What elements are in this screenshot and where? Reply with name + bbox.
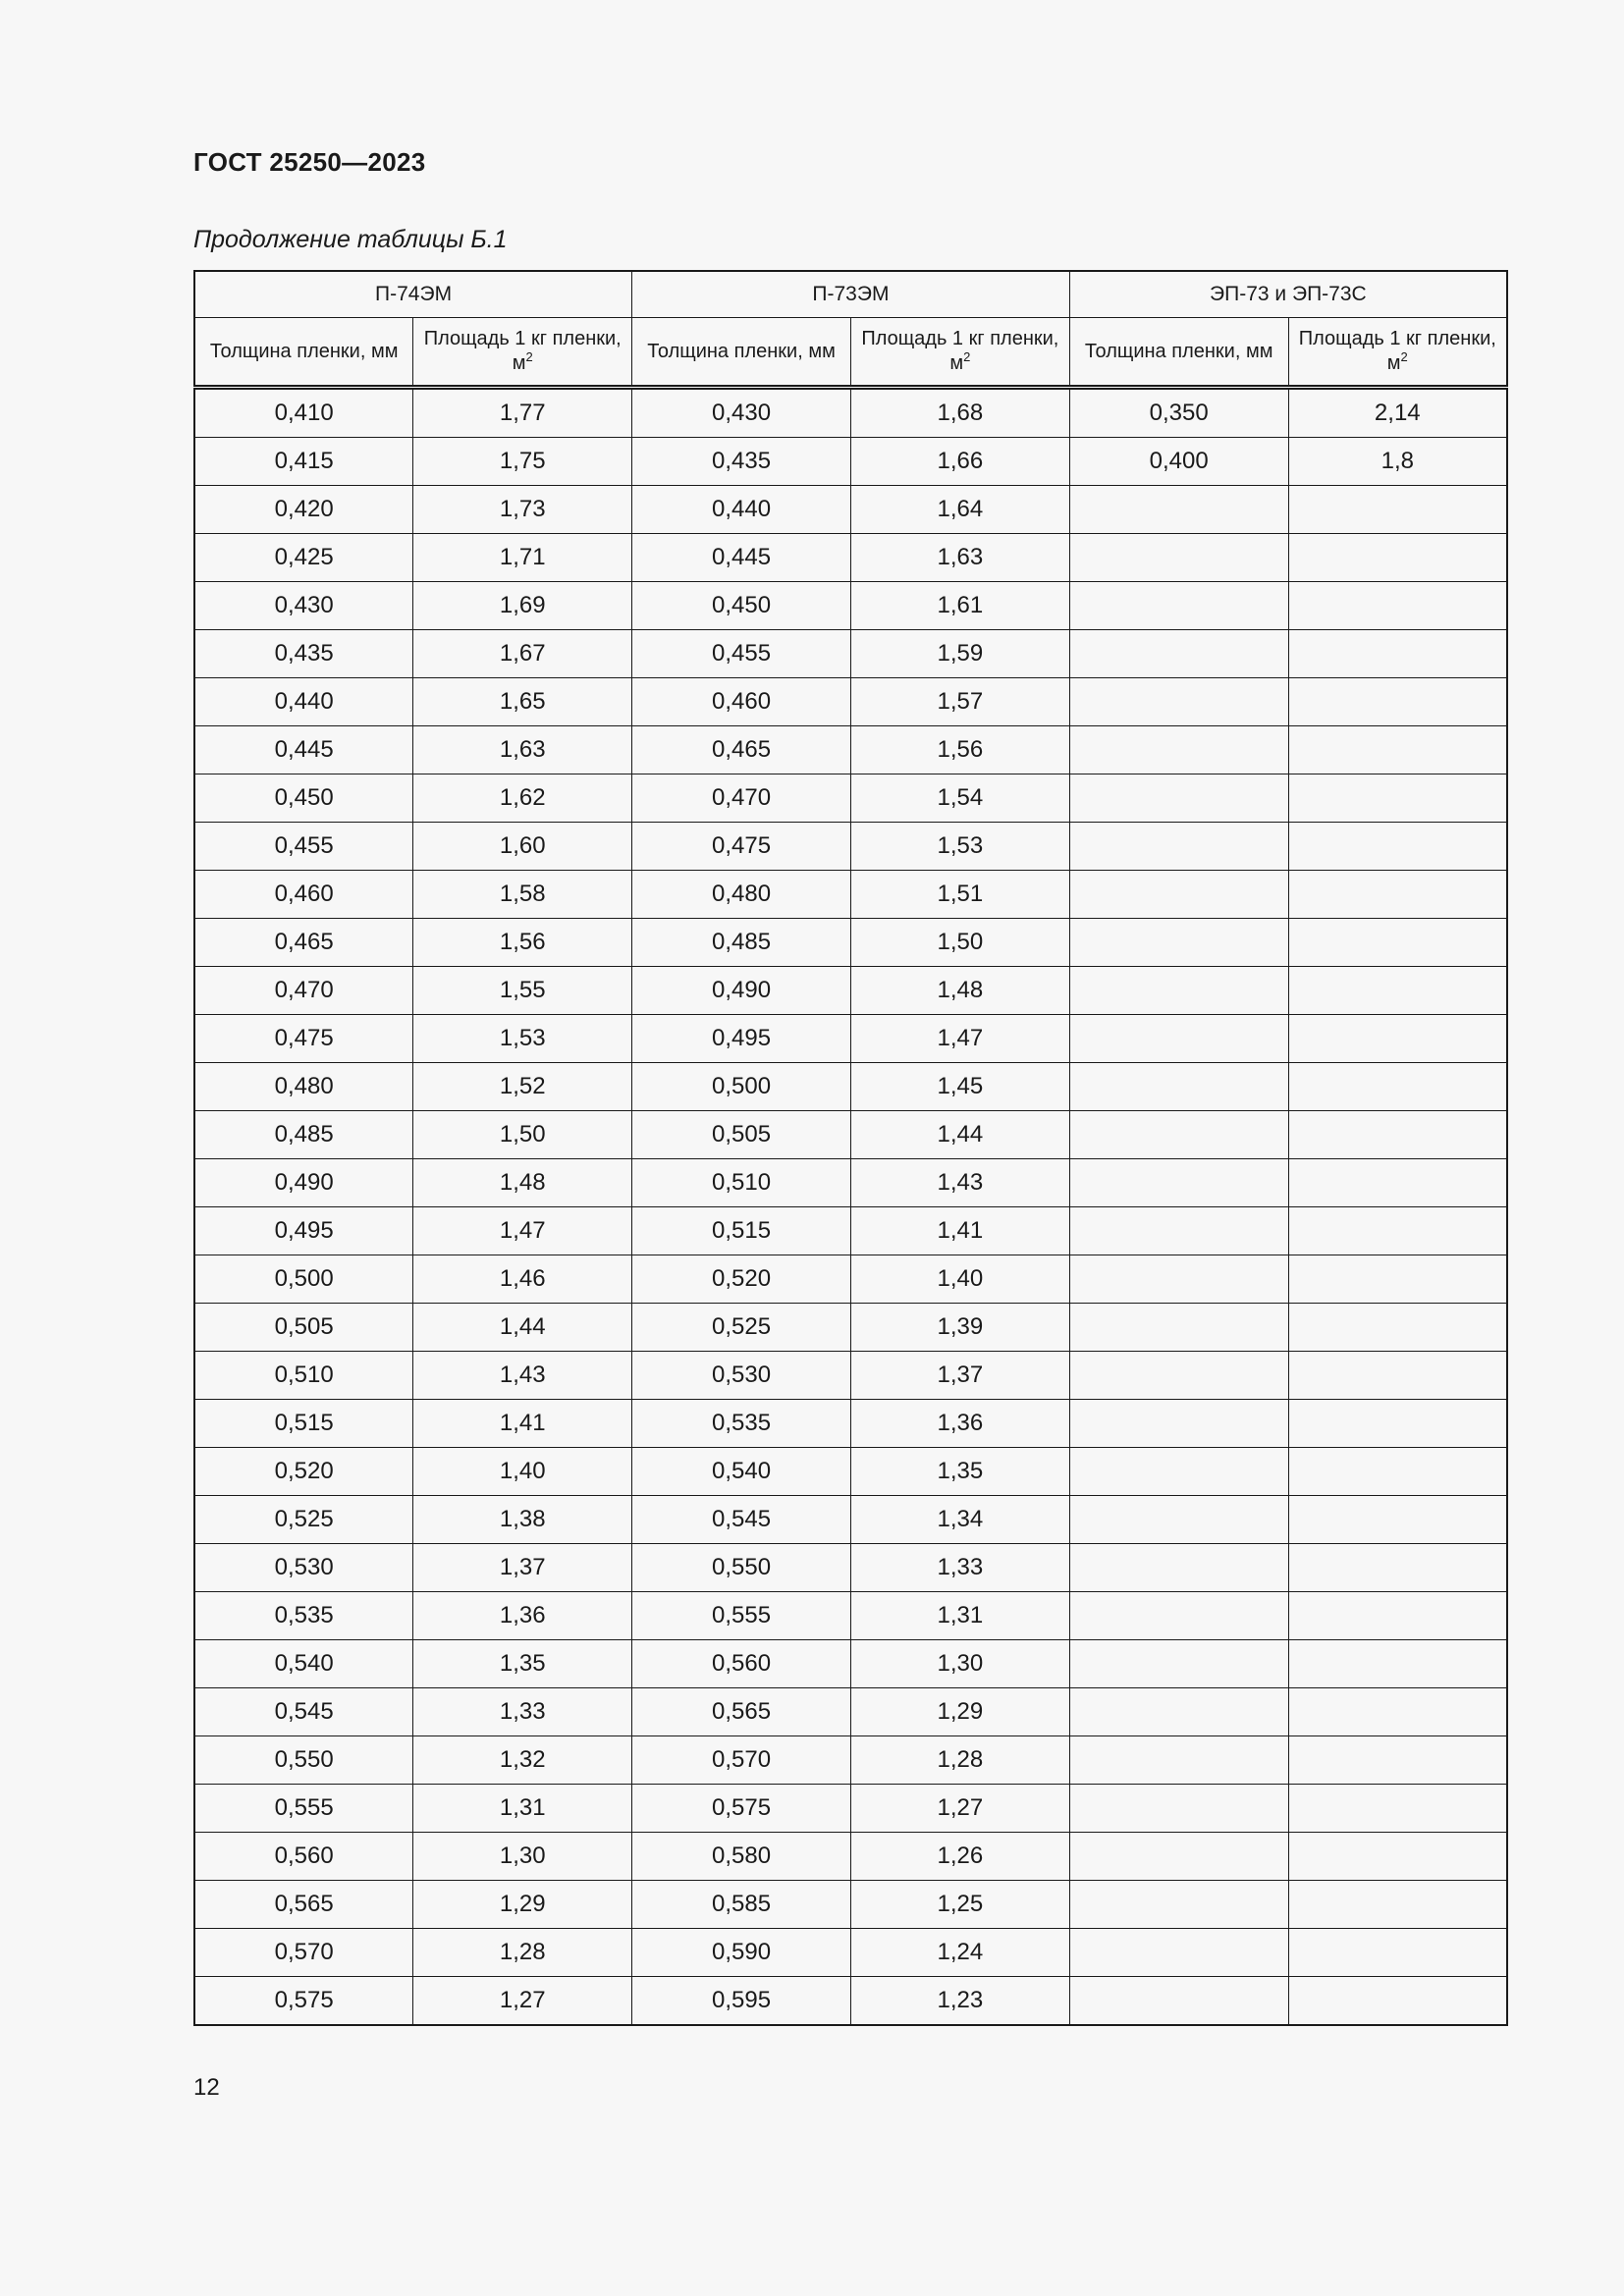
table-cell xyxy=(1288,871,1507,919)
table-cell: 0,420 xyxy=(194,486,413,534)
table-row xyxy=(194,486,1507,534)
table-cell xyxy=(1288,1833,1507,1881)
table-cell xyxy=(1069,1304,1288,1352)
table-cell: 0,485 xyxy=(632,919,851,967)
table-cell xyxy=(1288,919,1507,967)
table-cell: 1,33 xyxy=(850,1544,1069,1592)
table-cell: 1,29 xyxy=(850,1688,1069,1736)
table-cell xyxy=(1069,1063,1288,1111)
table-cell xyxy=(1069,871,1288,919)
table-cell xyxy=(1288,534,1507,582)
table-cell xyxy=(1288,967,1507,1015)
table-cell xyxy=(1069,582,1288,630)
table-cell: 1,35 xyxy=(850,1448,1069,1496)
table-cell: 1,33 xyxy=(413,1688,632,1736)
table-cell: 1,29 xyxy=(413,1881,632,1929)
table-cell xyxy=(1288,1304,1507,1352)
table-cell: 0,550 xyxy=(632,1544,851,1592)
table-cell xyxy=(1288,1111,1507,1159)
table-cell: 1,26 xyxy=(850,1833,1069,1881)
subheader-area xyxy=(413,318,632,388)
table-cell: 1,31 xyxy=(413,1785,632,1833)
data-table xyxy=(193,270,1508,2026)
table-cell: 0,465 xyxy=(194,919,413,967)
table-cell: 1,59 xyxy=(850,630,1069,678)
table-cell: 0,555 xyxy=(194,1785,413,1833)
table-cell: 0,525 xyxy=(632,1304,851,1352)
table-cell: 1,34 xyxy=(850,1496,1069,1544)
table-cell: 1,71 xyxy=(413,534,632,582)
table-cell: 1,61 xyxy=(850,582,1069,630)
table-row xyxy=(194,774,1507,823)
table-cell xyxy=(1069,1015,1288,1063)
table-cell: 1,37 xyxy=(413,1544,632,1592)
table-row xyxy=(194,1448,1507,1496)
table-cell xyxy=(1288,726,1507,774)
table-cell: 1,44 xyxy=(413,1304,632,1352)
table-caption: Продолжение таблицы Б.1 xyxy=(193,226,508,253)
table-cell xyxy=(1069,1977,1288,2026)
table-cell: 1,43 xyxy=(850,1159,1069,1207)
group-header-p74em: П-74ЭМ xyxy=(194,271,632,318)
table-cell: 0,350 xyxy=(1069,388,1288,438)
table-cell: 0,460 xyxy=(194,871,413,919)
table-cell: 0,515 xyxy=(194,1400,413,1448)
table-row xyxy=(194,1255,1507,1304)
table-cell: 1,50 xyxy=(413,1111,632,1159)
table-cell xyxy=(1069,1592,1288,1640)
table-cell: 1,48 xyxy=(850,967,1069,1015)
table-row xyxy=(194,388,1507,438)
table-row xyxy=(194,1688,1507,1736)
table-cell: 0,520 xyxy=(194,1448,413,1496)
table-cell: 0,530 xyxy=(632,1352,851,1400)
table-cell: 0,585 xyxy=(632,1881,851,1929)
table-cell xyxy=(1288,1544,1507,1592)
table-cell: 0,435 xyxy=(632,438,851,486)
table-cell: 1,32 xyxy=(413,1736,632,1785)
table-cell: 1,40 xyxy=(850,1255,1069,1304)
subheader-area-label: Площадь 1 кг пленки, м xyxy=(1298,328,1496,374)
table-cell: 1,50 xyxy=(850,919,1069,967)
table-cell: 0,545 xyxy=(194,1688,413,1736)
table-cell: 1,66 xyxy=(850,438,1069,486)
table-cell xyxy=(1069,1640,1288,1688)
table-cell: 1,41 xyxy=(413,1400,632,1448)
table-cell: 0,445 xyxy=(632,534,851,582)
subheader-area-label: Площадь 1 кг пленки, м xyxy=(861,328,1059,374)
table-cell xyxy=(1069,1207,1288,1255)
table-cell xyxy=(1069,1448,1288,1496)
table-cell: 1,69 xyxy=(413,582,632,630)
table-cell: 0,490 xyxy=(632,967,851,1015)
table-cell: 0,510 xyxy=(194,1352,413,1400)
table-cell xyxy=(1069,1496,1288,1544)
table-cell: 0,455 xyxy=(194,823,413,871)
table-cell xyxy=(1288,1881,1507,1929)
table-cell xyxy=(1288,1496,1507,1544)
table-cell: 1,24 xyxy=(850,1929,1069,1977)
subheader-area-label: Площадь 1 кг пленки, м xyxy=(423,328,622,374)
table-row xyxy=(194,1736,1507,1785)
table-cell xyxy=(1069,1255,1288,1304)
table-cell: 1,67 xyxy=(413,630,632,678)
table-cell: 0,550 xyxy=(194,1736,413,1785)
table-cell: 1,27 xyxy=(850,1785,1069,1833)
table-cell: 0,430 xyxy=(632,388,851,438)
table-cell: 0,570 xyxy=(194,1929,413,1977)
table-cell: 1,8 xyxy=(1288,438,1507,486)
table-cell: 1,30 xyxy=(850,1640,1069,1688)
table-cell: 0,415 xyxy=(194,438,413,486)
table-cell: 1,51 xyxy=(850,871,1069,919)
table-cell: 1,30 xyxy=(413,1833,632,1881)
table-row xyxy=(194,919,1507,967)
table-cell xyxy=(1069,1352,1288,1400)
table-cell xyxy=(1069,823,1288,871)
table-row xyxy=(194,1544,1507,1592)
table-cell xyxy=(1288,823,1507,871)
table-cell xyxy=(1288,1688,1507,1736)
table-subheader-row xyxy=(194,318,1507,388)
table-cell: 1,25 xyxy=(850,1881,1069,1929)
table-cell: 0,440 xyxy=(194,678,413,726)
group-header-ep73: ЭП-73 и ЭП-73С xyxy=(1069,271,1507,318)
table-cell xyxy=(1288,1977,1507,2026)
table-row xyxy=(194,630,1507,678)
table-cell: 1,53 xyxy=(850,823,1069,871)
table-cell: 1,41 xyxy=(850,1207,1069,1255)
table-cell: 0,535 xyxy=(632,1400,851,1448)
subheader-thickness xyxy=(632,318,851,388)
table-cell: 1,56 xyxy=(850,726,1069,774)
table-cell xyxy=(1069,774,1288,823)
table-row xyxy=(194,1592,1507,1640)
table-cell xyxy=(1069,1736,1288,1785)
table-row xyxy=(194,1400,1507,1448)
table-cell xyxy=(1069,1929,1288,1977)
table-cell: 0,500 xyxy=(632,1063,851,1111)
subheader-area-unit-sup: 2 xyxy=(525,349,533,364)
table-cell: 0,400 xyxy=(1069,438,1288,486)
table-cell: 0,565 xyxy=(194,1881,413,1929)
table-group-header-row xyxy=(194,271,1507,318)
table-cell xyxy=(1069,919,1288,967)
table-cell xyxy=(1069,630,1288,678)
table-row xyxy=(194,678,1507,726)
table-cell xyxy=(1288,1640,1507,1688)
table-cell: 1,62 xyxy=(413,774,632,823)
table-row xyxy=(194,1881,1507,1929)
table-cell: 1,77 xyxy=(413,388,632,438)
table-row xyxy=(194,582,1507,630)
table-row xyxy=(194,967,1507,1015)
table-cell xyxy=(1288,1400,1507,1448)
table-cell xyxy=(1288,582,1507,630)
table-cell: 0,530 xyxy=(194,1544,413,1592)
table-cell: 1,46 xyxy=(413,1255,632,1304)
table-row xyxy=(194,1159,1507,1207)
table-cell xyxy=(1069,1833,1288,1881)
table-cell: 1,36 xyxy=(413,1592,632,1640)
table-row xyxy=(194,726,1507,774)
table-cell: 0,505 xyxy=(632,1111,851,1159)
table-cell: 2,14 xyxy=(1288,388,1507,438)
subheader-thickness xyxy=(1069,318,1288,388)
table-cell: 0,540 xyxy=(194,1640,413,1688)
table-cell: 1,27 xyxy=(413,1977,632,2026)
table-cell xyxy=(1069,1785,1288,1833)
subheader-area xyxy=(850,318,1069,388)
table-cell: 0,410 xyxy=(194,388,413,438)
table-cell: 0,450 xyxy=(194,774,413,823)
subheader-thickness-label: Толщина пленки, мм xyxy=(1084,340,1273,362)
table-cell: 1,55 xyxy=(413,967,632,1015)
table-cell: 1,56 xyxy=(413,919,632,967)
table-cell: 0,580 xyxy=(632,1833,851,1881)
table-cell: 1,40 xyxy=(413,1448,632,1496)
table-row xyxy=(194,1207,1507,1255)
table-row xyxy=(194,1977,1507,2026)
document-title: ГОСТ 25250—2023 xyxy=(193,147,426,177)
table-cell: 1,44 xyxy=(850,1111,1069,1159)
table-cell xyxy=(1288,774,1507,823)
table-cell xyxy=(1069,678,1288,726)
table-cell: 1,28 xyxy=(413,1929,632,1977)
table-cell: 0,475 xyxy=(632,823,851,871)
table-row xyxy=(194,1063,1507,1111)
table-cell: 0,495 xyxy=(632,1015,851,1063)
table-cell: 1,43 xyxy=(413,1352,632,1400)
table-cell: 0,445 xyxy=(194,726,413,774)
table-row xyxy=(194,1111,1507,1159)
table-cell: 0,500 xyxy=(194,1255,413,1304)
table-cell: 1,45 xyxy=(850,1063,1069,1111)
table-cell xyxy=(1288,1207,1507,1255)
table-cell: 1,63 xyxy=(413,726,632,774)
table-cell: 0,575 xyxy=(194,1977,413,2026)
table-cell xyxy=(1069,486,1288,534)
table-cell: 0,560 xyxy=(194,1833,413,1881)
table-cell: 1,73 xyxy=(413,486,632,534)
subheader-area xyxy=(1288,318,1507,388)
subheader-thickness-label: Толщина пленки, мм xyxy=(209,340,399,362)
table-cell: 0,440 xyxy=(632,486,851,534)
table-cell: 1,58 xyxy=(413,871,632,919)
table-row xyxy=(194,871,1507,919)
table-cell xyxy=(1288,1736,1507,1785)
subheader-thickness xyxy=(194,318,413,388)
table-cell: 0,485 xyxy=(194,1111,413,1159)
table-row xyxy=(194,1304,1507,1352)
table-cell: 0,520 xyxy=(632,1255,851,1304)
table-cell xyxy=(1288,1592,1507,1640)
table-cell xyxy=(1069,1544,1288,1592)
table-cell: 0,555 xyxy=(632,1592,851,1640)
table-cell xyxy=(1069,967,1288,1015)
table-cell: 1,60 xyxy=(413,823,632,871)
table-row xyxy=(194,823,1507,871)
table-row xyxy=(194,1015,1507,1063)
table-cell xyxy=(1288,1448,1507,1496)
table-row xyxy=(194,1352,1507,1400)
table-cell: 1,65 xyxy=(413,678,632,726)
table-row xyxy=(194,534,1507,582)
table-cell: 0,510 xyxy=(632,1159,851,1207)
table-cell: 0,470 xyxy=(632,774,851,823)
table-cell xyxy=(1069,726,1288,774)
table-cell xyxy=(1288,1063,1507,1111)
table-cell: 1,31 xyxy=(850,1592,1069,1640)
table-cell xyxy=(1288,1255,1507,1304)
table-cell: 1,47 xyxy=(413,1207,632,1255)
table-cell: 0,455 xyxy=(632,630,851,678)
table-cell: 0,465 xyxy=(632,726,851,774)
table-cell: 1,64 xyxy=(850,486,1069,534)
table-row xyxy=(194,1785,1507,1833)
table-cell: 0,475 xyxy=(194,1015,413,1063)
subheader-area-unit-sup: 2 xyxy=(1400,349,1408,364)
table-cell: 0,540 xyxy=(632,1448,851,1496)
table-cell xyxy=(1069,534,1288,582)
table-cell: 0,590 xyxy=(632,1929,851,1977)
table-row xyxy=(194,438,1507,486)
table-cell: 1,23 xyxy=(850,1977,1069,2026)
table-body xyxy=(194,388,1507,2026)
table-cell: 0,425 xyxy=(194,534,413,582)
table-cell: 0,505 xyxy=(194,1304,413,1352)
table-cell: 0,525 xyxy=(194,1496,413,1544)
table-cell: 0,565 xyxy=(632,1688,851,1736)
page-number: 12 xyxy=(193,2074,220,2101)
table-cell xyxy=(1069,1688,1288,1736)
table-cell: 0,490 xyxy=(194,1159,413,1207)
table-cell: 1,38 xyxy=(413,1496,632,1544)
table-cell: 0,515 xyxy=(632,1207,851,1255)
table-cell: 0,570 xyxy=(632,1736,851,1785)
table-cell: 1,36 xyxy=(850,1400,1069,1448)
table-row xyxy=(194,1833,1507,1881)
table-cell: 0,430 xyxy=(194,582,413,630)
table-cell: 1,48 xyxy=(413,1159,632,1207)
table-cell: 0,535 xyxy=(194,1592,413,1640)
table-cell: 0,460 xyxy=(632,678,851,726)
table-cell: 0,545 xyxy=(632,1496,851,1544)
subheader-thickness-label: Толщина пленки, мм xyxy=(647,340,836,362)
table-cell: 1,53 xyxy=(413,1015,632,1063)
table-cell: 0,435 xyxy=(194,630,413,678)
subheader-area-unit-sup: 2 xyxy=(963,349,971,364)
table-cell: 1,57 xyxy=(850,678,1069,726)
table-cell xyxy=(1288,1352,1507,1400)
table-cell: 1,47 xyxy=(850,1015,1069,1063)
table-cell xyxy=(1288,1015,1507,1063)
table-cell: 0,495 xyxy=(194,1207,413,1255)
table-cell xyxy=(1288,1929,1507,1977)
table-cell: 0,560 xyxy=(632,1640,851,1688)
table-cell xyxy=(1288,486,1507,534)
table-cell: 0,595 xyxy=(632,1977,851,2026)
table-cell: 0,480 xyxy=(194,1063,413,1111)
table-cell xyxy=(1069,1159,1288,1207)
table-cell: 0,480 xyxy=(632,871,851,919)
table-cell xyxy=(1288,678,1507,726)
table-cell xyxy=(1288,630,1507,678)
table-row xyxy=(194,1496,1507,1544)
table-cell: 1,35 xyxy=(413,1640,632,1688)
table-cell: 1,39 xyxy=(850,1304,1069,1352)
table-cell: 1,52 xyxy=(413,1063,632,1111)
table-cell: 0,575 xyxy=(632,1785,851,1833)
table-cell xyxy=(1288,1159,1507,1207)
table-cell xyxy=(1069,1111,1288,1159)
table-cell: 0,470 xyxy=(194,967,413,1015)
table-cell: 1,75 xyxy=(413,438,632,486)
table-cell: 0,450 xyxy=(632,582,851,630)
table-cell: 1,37 xyxy=(850,1352,1069,1400)
table-cell: 1,68 xyxy=(850,388,1069,438)
table-cell: 1,54 xyxy=(850,774,1069,823)
table-cell xyxy=(1288,1785,1507,1833)
table-cell xyxy=(1069,1881,1288,1929)
table-row xyxy=(194,1929,1507,1977)
table-cell: 1,63 xyxy=(850,534,1069,582)
group-header-p73em: П-73ЭМ xyxy=(632,271,1070,318)
table-row xyxy=(194,1640,1507,1688)
table-cell: 1,28 xyxy=(850,1736,1069,1785)
table-cell xyxy=(1069,1400,1288,1448)
